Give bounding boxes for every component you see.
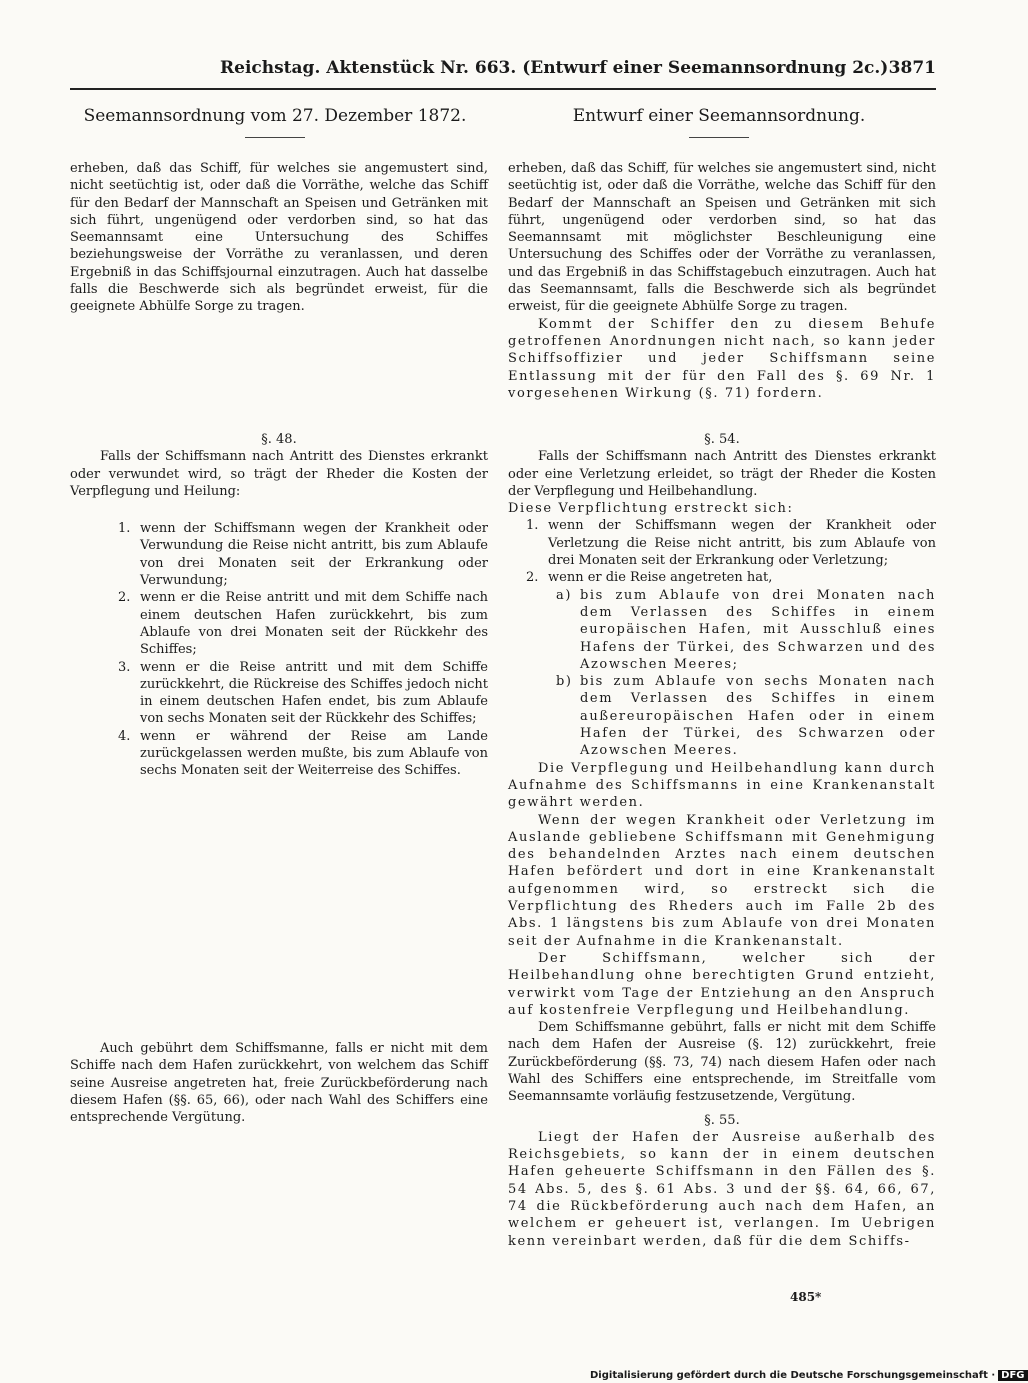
list-item: 3. wenn er die Reise antritt und mit dem Schiffe zurückkehrt, die Rückreise des Schiffes jedoch nicht in einem deutschen Hafen endet, bis zum Ablaufe von sechs Monaten seit der Rückkehr des Schiffes; <box>118 659 488 727</box>
right-para-6: Dem Schiffsmanne gebührt, falls er nicht mit dem Schiffe nach dem Hafen der Ausreise (§. 12) zurückkehrt, freie Zurückbeförderung (§§. 73, 74) nach diesem Hafen oder nach Wahl des Schiffers eine entsprechende, im Streitfalle vom Seemannsamte vorläufig festzusetzende, Vergütung. <box>508 1020 936 1105</box>
section-55-title: §. 55. <box>704 1112 740 1128</box>
right-column-heading: Entwurf einer Seemannsordnung. <box>572 106 866 126</box>
list-item: 2. wenn er die Reise angetreten hat, <box>526 570 773 586</box>
section-48-intro: Falls der Schiffsmann nach Antritt des Dienstes erkrankt oder verwundet wird, so trägt der Rheder die Kosten der Verpflegung und Heilung: <box>70 449 488 499</box>
header-title: Reichstag. Aktenstück Nr. 663. (Entwurf einer Seemannsordnung 2c.) <box>220 58 889 78</box>
sub-item: a) bis zum Ablaufe von drei Monaten nach dem Verlassen des Schiffes in einem europäischen Hafen, mit Ausschluß eines Hafens der Türkei, des Schwarzen und des Azowschen Meeres; <box>556 587 936 672</box>
left-heading-rule <box>245 137 305 138</box>
right-para-2: Kommt der Schiffer den zu diesem Behufe getroffenen Anordnungen nicht nach, so kann jeder Schiffsoffizier und jeder Schiffsmann seine Entlassung mit der für den Fall des §. 69 Nr. 1 vorgesehenen Wirkung (§. 71) fordern. <box>508 316 936 401</box>
right-para-intro <box>508 160 936 402</box>
right-para-4: Wenn der wegen Krankheit oder Verletzung im Auslande gebliebene Schiffsmann mit Genehmigung des behandelnden Arztes nach einem deutschen Hafen befördert und dort in eine Krankenanstalt aufgenommen wird, so erstreckt sich die Verpflichtung des Rheders auch im Falle 2b des Abs. 1 längstens bis zum Ablaufe von drei Monaten seit der Aufnahme in die Krankenanstalt. <box>508 812 936 949</box>
right-section-54 <box>508 431 936 1250</box>
list-item: 1. wenn der Schiffsmann wegen der Krankheit oder Verletzung die Reise nicht antritt, bis zum Ablaufe von drei Monaten seit der Erkrankung oder Verletzung; <box>526 518 936 569</box>
page-number: 3871 <box>888 58 936 78</box>
header-rule <box>70 88 936 90</box>
left-para-intro <box>70 160 488 316</box>
funding-text: Digitalisierung gefördert durch die Deutsche Forschungsgemeinschaft · <box>590 1370 996 1381</box>
section-55-text: Liegt der Hafen der Ausreise außerhalb des Reichsgebiets, so kann der in einem deutschen Hafen geheuerte Schiffsmann in den Fällen des §. 54 Abs. 5, des §. 61 Abs. 3 und der §§. 64, 66, 67, 74 die Rückbeförderung auch nach dem Hafen, an welchem er geheuert ist, verlangen. Im Uebrigen kenn vereinbart werden, daß für die dem Schiffs- <box>508 1129 936 1249</box>
funding-footer <box>590 1370 1028 1381</box>
right-heading-rule <box>689 137 749 138</box>
running-header <box>70 58 936 84</box>
left-section-48 <box>70 431 488 780</box>
section-54-scope: Diese Verpflichtung erstreckt sich: <box>508 501 794 517</box>
section-54-intro: Falls der Schiffsmann nach Antritt des Dienstes erkrankt oder eine Verletzung erleidet, so trägt der Rheder die Kosten der Verpflegung und Heilbehandlung. <box>508 449 936 499</box>
sub-item: b) bis zum Ablaufe von sechs Monaten nach dem Verlassen des Schiffes in einem außereuropäischen Hafen oder in einem Hafen der Türkei, des Schwarzen oder Azowschen Meeres. <box>556 674 936 759</box>
left-para-final: Auch gebührt dem Schiffsmanne, falls er nicht mit dem Schiffe nach dem Hafen zurückkehrt, von welchem das Schiff seine Ausreise angetreten hat, freie Zurückbeförderung nach diesem Hafen (§§. 65, 66), oder nach Wahl des Schiffers eine entsprechende Vergütung. <box>70 1041 488 1126</box>
section-48-title: §. 48. <box>261 432 297 447</box>
left-column-heading: Seemannsordnung vom 27. Dezember 1872. <box>83 106 467 126</box>
list-item: 4. wenn er während der Reise am Lande zurückgelassen werden mußte, bis zum Ablaufe von sechs Monaten seit der Weiterreise des Schiffes. <box>118 728 488 779</box>
right-para-1: erheben, daß das Schiff, für welches sie angemustert sind, nicht seetüchtig ist, oder daß die Vorräthe, welche das Schiff für den Bedarf der Mannschaft an Speisen und Getränken mit sich führt, ungenügend oder verdorben sind, so hat das Seemannsamt mit möglichster Beschleunigung eine Untersuchung des Schiffes oder der Vorräthe zu veranlassen, und das Ergebniß in das Schiffstagebuch einzutragen. Auch hat das Seemannsamt, falls die Beschwerde sich als begründet erweist, für die geeignete Abhülfe Sorge zu tragen. <box>508 161 936 315</box>
right-para-3: Die Verpflegung und Heilbehandlung kann durch Aufnahme des Schiffsmanns in eine Krankenanstalt gewährt werden. <box>508 760 936 811</box>
signature-mark: 485* <box>790 1290 822 1304</box>
right-para-5: Der Schiffsmann, welcher sich der Heilbehandlung ohne berechtigten Grund entzieht, verwirkt vom Tage der Entziehung an den Anspruch auf kostenfreie Verpflegung und Heilbehandlung. <box>508 950 936 1018</box>
list-item: 2. wenn er die Reise antritt und mit dem Schiffe nach einem deutschen Hafen zurückkehrt, bis zum Ablaufe von drei Monaten seit der Rückkehr des Schiffes; <box>118 590 488 658</box>
dfg-logo: DFG <box>998 1370 1027 1381</box>
left-para-1: erheben, daß das Schiff, für welches sie angemustert sind, nicht seetüchtig ist, oder daß die Vorräthe, welche das Schiff für den Bedarf der Mannschaft an Speisen und Getränken mit sich führt, ungenügend oder verdorben sind, so hat das Seemannsamt eine Untersuchung des Schiffes beziehungsweise der Vorräthe zu veranlassen, und deren Ergebniß in das Schiffsjournal einzutragen. Auch hat dasselbe falls die Beschwerde sich als begründet erweist, für die geeignete Abhülfe Sorge zu tragen. <box>70 161 488 315</box>
list-item: 1. wenn der Schiffsmann wegen der Krankheit oder Verwundung die Reise nicht antritt, bis zum Ablaufe von drei Monaten seit der Erkrankung oder Verwundung; <box>118 521 488 589</box>
section-54-title: §. 54. <box>704 432 740 447</box>
left-para-final-block <box>70 1040 488 1126</box>
